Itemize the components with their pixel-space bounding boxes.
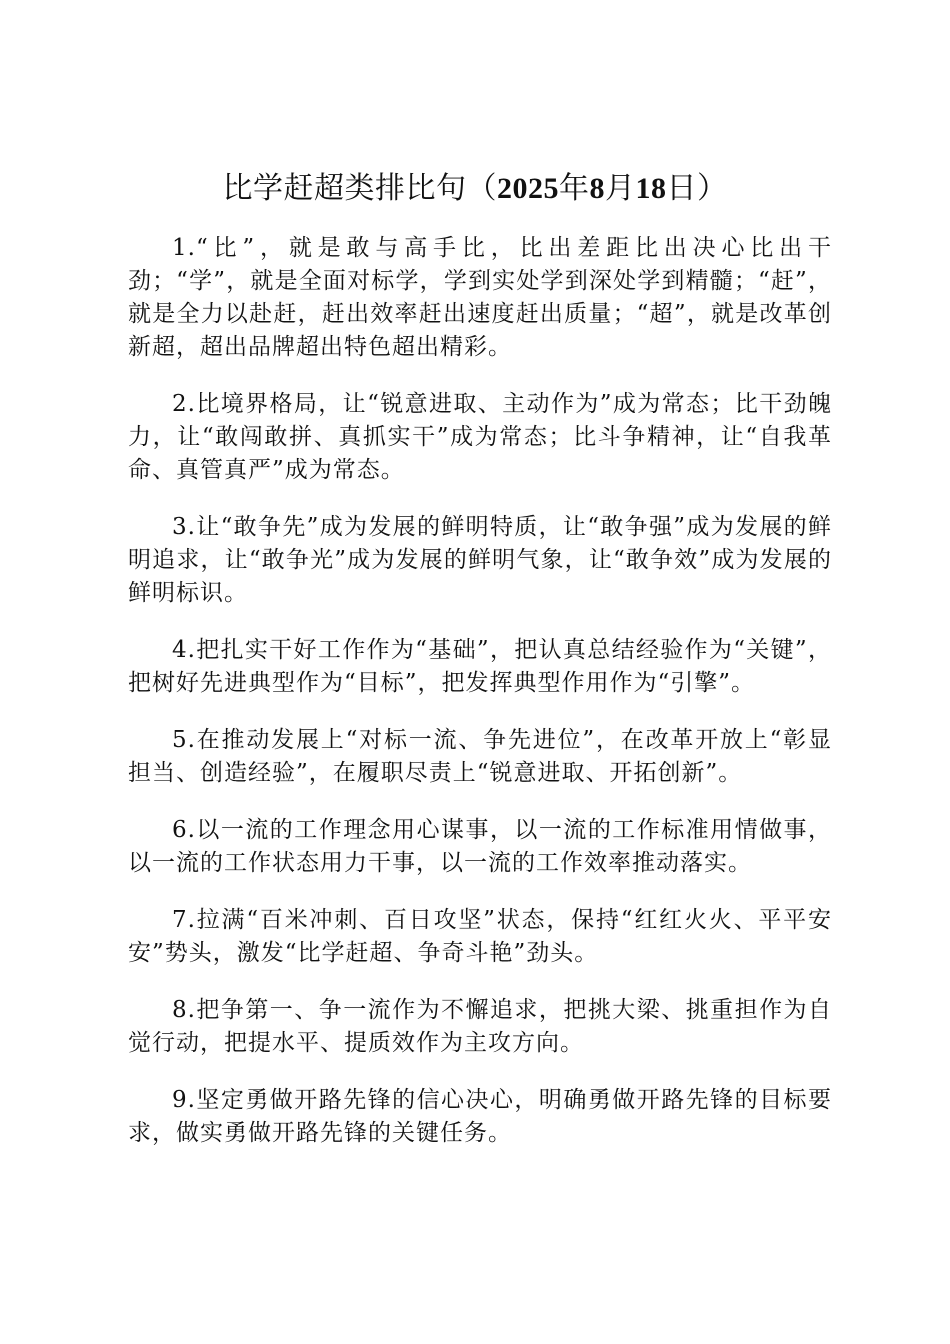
document-body — [128, 232, 832, 1174]
title-year: 2025 — [497, 172, 559, 205]
paragraph-7: 7.拉满“百米冲刺、百日攻坚”状态，保持“红红火火、平平安安”势头，激发“比学赶超、争奇斗艳”劲头。 — [128, 907, 832, 966]
title-day-char: 日） — [666, 171, 728, 206]
title-text: 比学赶超类排比句（ — [222, 171, 497, 206]
paragraph-5: 5.在推动发展上“对标一流、争先进位”，在改革开放上“彰显担当、创造经验”，在履职尽责上“锐意进取、开拓创新”。 — [128, 727, 832, 786]
paragraph-2: 2.比境界格局，让“锐意进取、主动作为”成为常态；比干劲魄力，让“敢闯敢拼、真抓实干”成为常态；比斗争精神，让“自我革命、真管真严”成为常态。 — [128, 391, 832, 483]
paragraph-6: 6.以一流的工作理念用心谋事，以一流的工作标准用情做事，以一流的工作状态用力干事，以一流的工作效率推动落实。 — [128, 817, 832, 876]
page-title — [60, 168, 890, 210]
title-month: 8 — [589, 172, 605, 205]
paragraph-9: 9.坚定勇做开路先锋的信心决心，明确勇做开路先锋的目标要求，做实勇做开路先锋的关键任务。 — [128, 1087, 832, 1146]
paragraph-4: 4.把扎实干好工作作为“基础”，把认真总结经验作为“关键”，把树好先进典型作为“目标”，把发挥典型作用作为“引擎”。 — [128, 637, 832, 696]
title-day: 18 — [635, 172, 667, 205]
paragraph-8: 8.把争第一、争一流作为不懈追求，把挑大梁、挑重担作为自觉行动，把提水平、提质效作为主攻方向。 — [128, 997, 832, 1056]
title-month-char: 月 — [605, 171, 636, 206]
paragraph-1: 1.“比”，就是敢与高手比，比出差距比出决心比出干劲；“学”，就是全面对标学，学到实处学到深处学到精髓；“赶”，就是全力以赴赶，赶出效率赶出速度赶出质量；“超”，就是改革创新超，超出品牌超出特色超出精彩。 — [128, 235, 832, 360]
paragraph-3: 3.让“敢争先”成为发展的鲜明特质，让“敢争强”成为发展的鲜明追求，让“敢争光”成为发展的鲜明气象，让“敢争效”成为发展的鲜明标识。 — [128, 514, 832, 606]
title-year-char: 年 — [559, 171, 590, 206]
